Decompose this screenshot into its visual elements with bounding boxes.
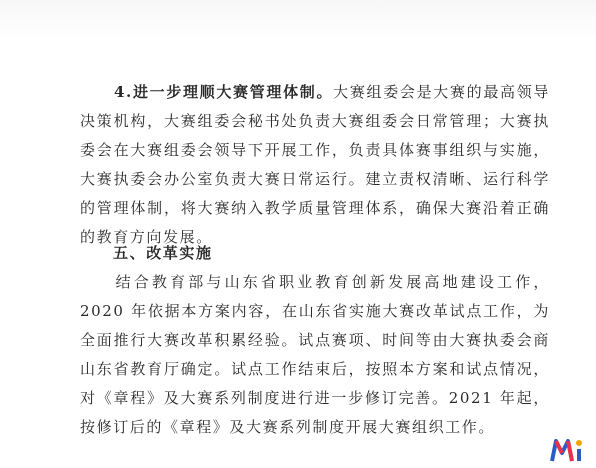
section-4-body: 大赛组委会是大赛的最高领导决策机构，大赛组委会秘书处负责大赛组委会日常管理；大赛执委会在大赛组委会领导下开展工作，负责具体赛事组织与实施，大赛执委会办公室负责大赛日常运行。建立责权清晰、运行科学的管理体制，将大赛纳入教学质量管理体系，确保大赛沿着正确的教育方向发展。 <box>80 83 550 246</box>
section-5-heading: 五、改革实施 <box>113 244 213 262</box>
section-5-body: 结合教育部与山东省职业教育创新发展高地建设工作，2020 年依据本方案内容，在山东省实施大赛改革试点工作，为全面推行大赛改革积累经验。试点赛项、时间等由大赛执委会商山东省教育厅确定。试点工作结束后，按照本方案和试点情况，对《章程》及大赛系列制度进行进一步修订完善。2021 年起，按修订后的《章程》及大赛系列制度开展大赛组织工作。 <box>80 273 550 436</box>
section-5-paragraph <box>80 268 550 442</box>
section-4-paragraph <box>80 78 550 252</box>
m-logo-icon <box>548 435 588 463</box>
section-4-title: 4.进一步理顺大赛管理体制。 <box>114 83 334 101</box>
